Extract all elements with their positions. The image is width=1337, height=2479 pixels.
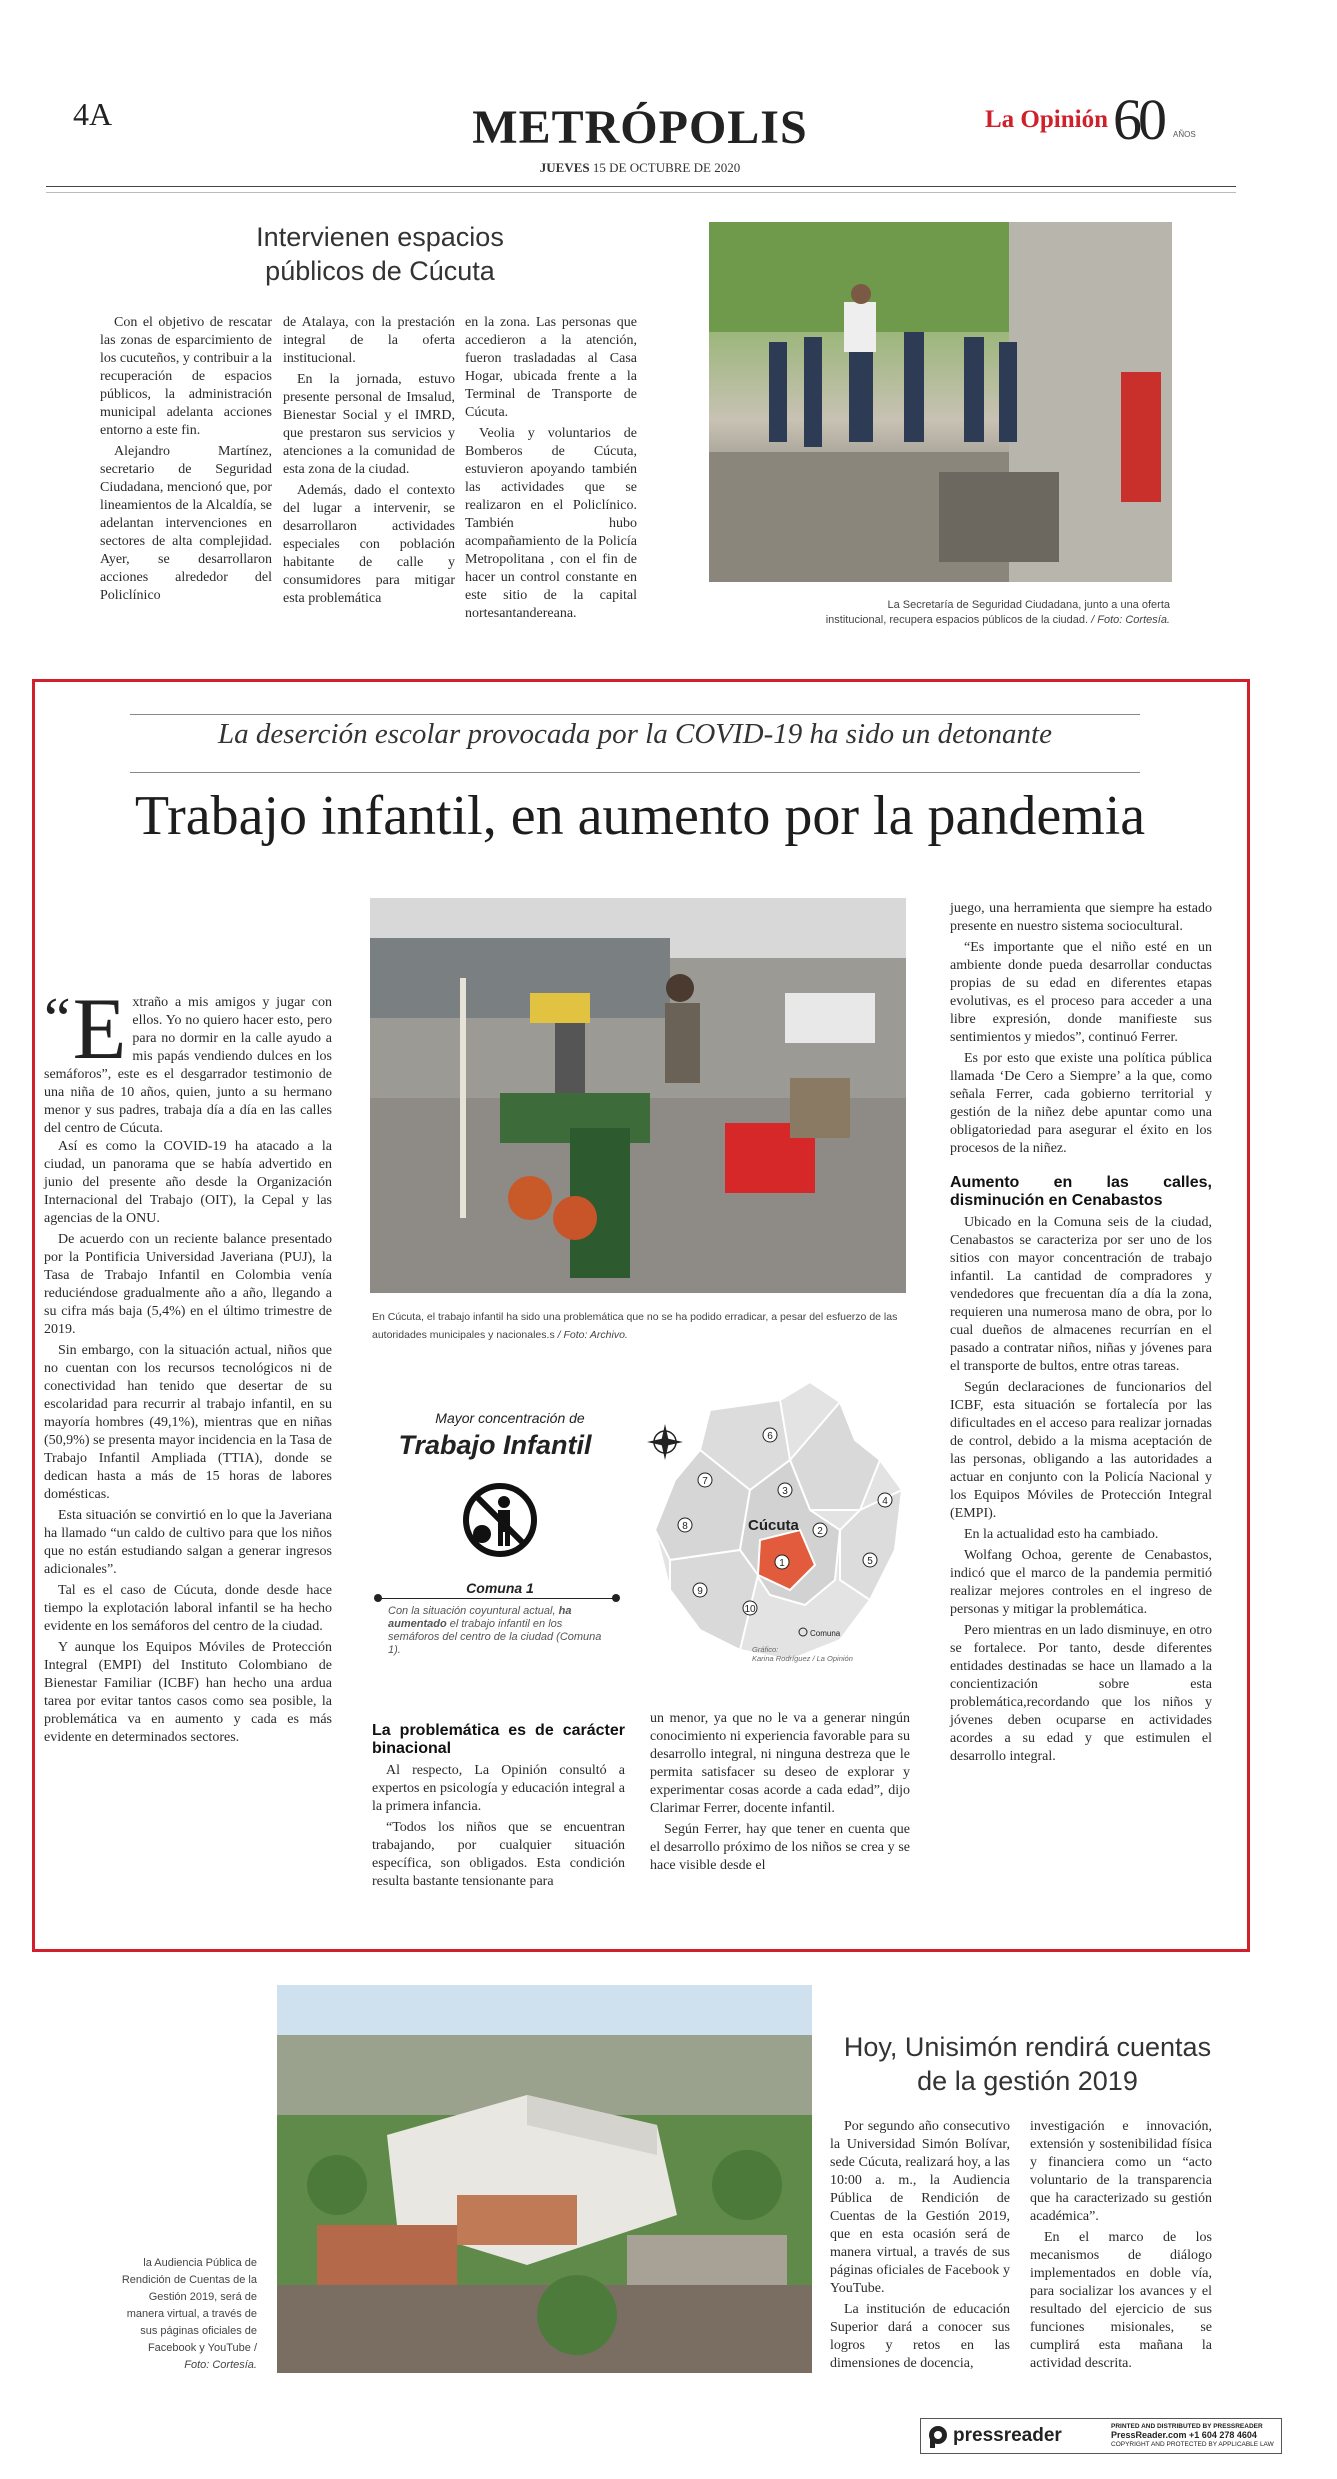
article2-paragraph: juego, una herramienta que siempre ha estado presente en nuestro sistema sociocultural. — [950, 901, 1212, 934]
article1-headline: Intervienen espacios públicos de Cúcuta — [256, 222, 504, 286]
header-rule — [46, 186, 1236, 187]
article2-paragraph: “Es importante que el niño esté en un ambiente donde pueda desarrollar conductas propias de su edad en diferentes etapas evolutivas, es el proceso para acceder a una libre expresión, donde manifieste sus sentimientos y miedos”, continuó Ferrer. — [950, 940, 1212, 1045]
article1-caption — [825, 598, 1170, 628]
article3-paragraph: En el marco de los mecanismos de diálogo implementados en doble vía, para socializar los avances y el resultado del ejercicio de sus funciones misionales, se cumplirá esta mañana la actividad descrita. — [1030, 2230, 1212, 2371]
map-number: 3 — [782, 1486, 788, 1497]
infographic-note-post: el trabajo infantil en los semáforos del centro de la ciudad (Comuna 1). — [388, 1618, 602, 1656]
article1-photo-art — [709, 222, 1172, 582]
article1-col2 — [283, 314, 455, 611]
map-number: 9 — [697, 1586, 703, 1597]
article2-subhead-2: Aumento en las calles, disminución en Cenabastos — [950, 1174, 1212, 1209]
brand-logo — [985, 87, 1225, 152]
comuna-line-dot — [612, 1594, 620, 1602]
comuna-label: Comuna 1 — [466, 1580, 534, 1596]
header-rule-2 — [46, 192, 1236, 193]
article3-paragraph: investigación e innovación, extensión y sostenibilidad física y financiera como un “acto voluntario de la transparencia que ha caracterizado su gestión académica”. — [1030, 2119, 1212, 2224]
map-number: 7 — [702, 1476, 708, 1487]
pressreader-line3: COPYRIGHT AND PROTECTED BY APPLICABLE LAW — [1111, 2441, 1274, 2448]
map-number: 6 — [767, 1431, 773, 1442]
pressreader-line1: PRINTED AND DISTRIBUTED BY PRESSREADER — [1111, 2423, 1263, 2430]
pressreader-fineprint — [1111, 2422, 1279, 2449]
article2-paragraph: Esta situación se convirtió en lo que la Javeriana ha llamado “un caldo de cultivo para que los niños que no están estudiando salgan a generar ingresos adicionales”. — [44, 1508, 332, 1577]
article2-photo-caption — [372, 1308, 912, 1344]
infographic — [370, 1375, 918, 1695]
article3-paragraph: Por segundo año consecutivo la Universidad Simón Bolívar, sede Cúcuta, realizará hoy, a las 10:00 a. m., la Audiencia Pública de Rendición de Cuentas de la Gestión 2019, que en esta ocasión será de manera virtual, a través de sus páginas oficiales de Facebook y YouTube. — [830, 2119, 1010, 2296]
infographic-title-big: Trabajo Infantil — [398, 1430, 592, 1460]
article3-caption-text: la Audiencia Pública de Rendición de Cuentas de la Gestión 2019, será de manera virtual, a través de sus páginas oficiales de Facebook y YouTube / — [121, 2257, 257, 2354]
date-rest: 15 DE OCTUBRE DE 2020 — [592, 160, 741, 175]
article2-col1 — [44, 981, 332, 1750]
article2-subhead-1: La problemática es de carácter binacional — [372, 1722, 625, 1757]
map-number: 2 — [817, 1526, 823, 1537]
anniversary-number: 60 — [1113, 87, 1163, 152]
infographic-note — [388, 1605, 603, 1657]
article2-mid-col2 — [650, 1710, 910, 1878]
map-number: 10 — [744, 1604, 756, 1615]
article2-headline: Trabajo infantil, en aumento por la pandemia — [134, 785, 1146, 847]
article2-photo-art — [370, 898, 906, 1293]
article2-paragraph: En la actualidad esto ha cambiado. — [964, 1527, 1159, 1542]
article2-paragraph: Es por esto que existe una política pública llamada ‘De Cero a Siempre’ a la que, como señala Ferrer, cada gobierno territorial y gestión de la niñez debe apuntar como una obligatoriedad para asegurar el éxito en los procesos de la niñez. — [950, 1051, 1212, 1156]
article2-paragraph: Wolfang Ochoa, gerente de Cenabastos, indicó que el marco de la pandemia permitió realizar mejores controles en el ingreso de personas y mitigar la problemática. — [950, 1548, 1212, 1617]
infographic-note-pre: Con la situación coyuntural actual, — [388, 1605, 556, 1617]
dropcap: E — [72, 981, 127, 1078]
article1-paragraph: Además, dado el contexto del lugar a intervenir, se desarrollaron actividades especiales con población habitante de calle y consumidores para mitigar esta problemática — [283, 483, 455, 606]
article2-photo-caption-text: En Cúcuta, el trabajo infantil ha sido una problemática que no se ha podido erradicar, a pesar del esfuerzo de las autoridades municipales y nacionales.s — [372, 1311, 898, 1341]
compass-icon — [647, 1424, 683, 1460]
article2-photo-credit: / Foto: Archivo. — [557, 1329, 628, 1341]
map-number: 8 — [682, 1521, 688, 1532]
article3-paragraph: La institución de educación Superior dará a conocer sus logros y retos en las dimensiones de docencia, — [830, 2302, 1010, 2371]
article3-photo-art — [277, 1985, 812, 2373]
article3-caption-credit: Foto: Cortesía. — [184, 2359, 257, 2371]
infographic-credit-label: Gráfico: — [752, 1645, 779, 1654]
pressreader-footer — [920, 2418, 1282, 2454]
section-title: METRÓPOLIS — [472, 101, 808, 154]
article1-col3 — [465, 314, 637, 626]
map-number: 5 — [867, 1556, 873, 1567]
brand-name: La Opinión — [985, 106, 1108, 133]
article1-photo — [709, 222, 1172, 582]
page-number: 4A — [73, 96, 113, 132]
article1-paragraph: Veolia y voluntarios de Bomberos de Cúcuta, estuvieron apoyando también las actividades que se realizaron en el Policlínico. También hubo acompañamiento de la Policía Metropolitana , con el fin de hacer un control constante en este sitio de la capital nortesantandereana. — [465, 426, 637, 621]
comuna-line-dot — [374, 1594, 382, 1602]
article3-headline: Hoy, Unisimón rendirá cuentas de la gestión 2019 — [843, 2032, 1212, 2096]
pressreader-line2: PressReader.com +1 604 278 4604 — [1111, 2430, 1257, 2440]
article2-paragraph: Y aunque los Equipos Móviles de Protección Integral (EMPI) del Instituto Colombiano de Bienestar Familiar (ICBF) han hecho una ardua tarea por evitar tantos casos como sea posible, la problemática va en aumento y cada es más evidente en determinados sectores. — [44, 1640, 332, 1745]
article3-caption — [120, 2255, 257, 2374]
article2-paragraph: un menor, ya que no le va a generar ningún conocimiento ni experiencia favorable para su desarrollo integral, ni ninguna destreza que le permita satisfacer su deseo de explorar y experimentar cosas acorde a cada edad”, dijo Clarimar Ferrer, docente infantil. — [650, 1711, 910, 1816]
article1-paragraph: En la jornada, estuvo presente personal de Imsalud, Bienestar Social y el IMRD, que prestaron sus servicios y atenciones a la comunidad de esta zona de la ciudad. — [283, 372, 455, 477]
article2-lead-text: xtraño a mis amigos y jugar con ellos. Yo no quiero hacer esto, pero para no dormir en la calle ayudo a mis papás vendiendo dulces en los semáforos”, este es el desgarrador testimonio de una niña de 10 años, quien, junto a su hermano menor y sus padres, trabaja día a día en las calles del centro de Cúcuta. — [44, 995, 332, 1136]
article3-col2 — [1030, 2118, 1212, 2376]
article2-lead — [44, 981, 332, 1138]
kicker-rule-bottom — [130, 772, 1140, 773]
article2-photo — [370, 898, 906, 1293]
cucuta-map — [640, 1380, 910, 1670]
article3-col1 — [830, 2118, 1010, 2376]
pressreader-logo-icon — [927, 2425, 949, 2449]
comuna-line — [378, 1598, 616, 1599]
article2-paragraph: Sin embargo, con la situación actual, niños que no cuentan con los recursos tecnológicos ni de conectividad han tenido que desertar de su escolaridad para recurrir al trabajo infantil, en su mayoría hombres (49,1%), mientras que en niñas (50,9%) se presenta mayor incidencia en la Tasa de Trabajo Infantil Ampliada (TTIA), donde se dedican hasta a más de 15 horas de labores domésticas. — [44, 1343, 332, 1502]
article2-paragraph: Ubicado en la Comuna seis de la ciudad, Cenabastos se caracteriza por ser uno de los sitios con mayor concentración de trabajo infantil. La cantidad de compradores y vendedores que frecuentan día a día la zona, requieren una numerosa mano de obra, por lo cual dueños de almacenes recurrían en el pasado a contratar niños, niñas y jóvenes para el transporte de bultos, entre otras tareas. — [950, 1215, 1212, 1374]
article2-paragraph: “Todos los niños que se encuentran trabajando, por cualquier situación específica, son obligados. Esta condición resulta bastante tensionante para — [372, 1820, 625, 1889]
article2-col4 — [950, 900, 1212, 1769]
article2-kicker: La deserción escolar provocada por la COVID-19 ha sido un detonante — [218, 718, 1052, 750]
infographic-credit — [752, 1645, 912, 1663]
no-child-labor-icon — [460, 1480, 540, 1560]
map-city-label: Cúcuta — [748, 1517, 799, 1534]
article1-paragraph: en la zona. Las personas que accedieron a la atención, fueron trasladadas al Casa Hogar, ubicada frente a la Terminal de Transporte de Cúcuta. — [465, 315, 637, 420]
article1-paragraph: Alejandro Martínez, secretario de Seguridad Ciudadana, mencionó que, por lineamientos de la Alcaldía, se adelantan intervenciones en sectores de alta complejidad. Ayer, se desarrollaron acciones alrededor del Policlínico — [100, 444, 272, 603]
article2-paragraph: Pero mientras en un lado disminuye, en otro se fortalece. Por tanto, desde diferentes entidades destinadas se hace un llamado a la concientización sobre esta problemática,recordando que los niños y jóvenes deben ocuparse en actividades acordes a su edad y que estimulen el desarrollo integral. — [950, 1623, 1212, 1764]
map-legend: Comuna — [810, 1629, 841, 1638]
map-number: 1 — [779, 1558, 785, 1569]
article1-col1 — [100, 314, 272, 608]
anniversary-word: AÑOS — [1173, 130, 1196, 139]
open-quote: “ — [44, 986, 71, 1052]
article2-paragraph: Según declaraciones de funcionarios del ICBF, esta situación se fortalecía por las dificultades en el acceso para realizar jornadas de control, debido a la misma aceptación de las personas, obligando a las autoridades a actuar en conjunto con la Policía Nacional y los Equipos Móviles de Protección Integral (EMPI). — [950, 1380, 1212, 1521]
map-number: 4 — [882, 1496, 888, 1507]
article1-caption-credit: / Foto: Cortesía. — [1091, 614, 1170, 626]
article2-paragraph: Al respecto, La Opinión consultó a expertos en psicología y educación integral a la primera infancia. — [372, 1763, 625, 1814]
infographic-credit-name: Karina Rodríguez / La Opinión — [752, 1654, 853, 1663]
article1-caption-text: La Secretaría de Seguridad Ciudadana, junto a una oferta institucional, recupera espacios públicos de la ciudad. — [825, 599, 1170, 626]
article1-paragraph: de Atalaya, con la prestación integral de la oferta institucional. — [283, 315, 455, 366]
infographic-title-small: Mayor concentración de — [435, 1410, 585, 1426]
article1-paragraph: Con el objetivo de rescatar las zonas de esparcimiento de los cucuteños, y contribuir a la recuperación de espacios públicos, la administración municipal adelanta acciones entorno a este fin. — [100, 315, 272, 438]
article2-paragraph: Según Ferrer, hay que tener en cuenta que el desarrollo próximo de los niños se crea y se hace visible desde el — [650, 1822, 910, 1873]
article2-mid-col1 — [372, 1722, 625, 1894]
infographic-note-bold: ha aumentado — [388, 1605, 572, 1630]
date-line — [440, 160, 840, 176]
pressreader-brand: pressreader — [953, 2425, 1062, 2446]
article3-photo — [277, 1985, 812, 2373]
article2-paragraph: De acuerdo con un reciente balance presentado por la Pontificia Universidad Javeriana (PUJ), la Tasa de Trabajo Infantil en Colombia venía reduciéndose gradualmente año a año, llegando a su cifra más baja (5,4%) en el último trimestre de 2019. — [44, 1232, 332, 1337]
kicker-rule-top — [130, 714, 1140, 715]
article2-paragraph: Así es como la COVID-19 ha atacado a la ciudad, un panorama que se había advertido en junio del presente año desde la Organización Internacional del Trabajo (OIT), la Cepal y las agencias de la ONU. — [44, 1139, 332, 1226]
article2-paragraph: Tal es el caso de Cúcuta, donde desde hace tiempo la explotación laboral infantil se ha hecho evidente en los semáforos del centro de la ciudad. — [44, 1583, 332, 1634]
date-day: JUEVES — [539, 160, 590, 175]
